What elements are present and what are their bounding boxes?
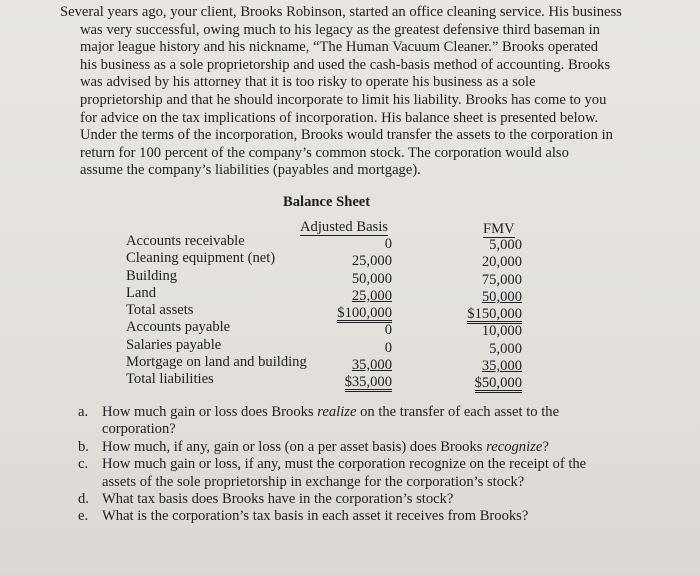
adjusted-value: 50,000 — [351, 270, 392, 287]
question-c — [78, 456, 638, 491]
question-text: How much, if any, gain or loss (on a per asset basis) does Brooks — [102, 438, 487, 455]
intro-line: assume the company’s liabilities (payables and mortgage). — [80, 162, 421, 179]
question-text: ? — [542, 438, 549, 455]
fmv-value: 75,000 — [481, 271, 522, 288]
question-letter: d. — [78, 491, 89, 508]
question-letter: a. — [78, 404, 89, 420]
intro-line: was advised by his attorney that it is too risky to operate his business as a sole — [80, 74, 536, 91]
intro-line: major league history and his nickname, “The Human Vacuum Cleaner.” Brooks operated — [80, 39, 599, 56]
question-d — [78, 491, 638, 508]
row-label: Accounts payable — [126, 319, 231, 336]
adjusted-value: 0 — [384, 339, 392, 356]
fmv-column — [432, 237, 522, 393]
row-label: Salaries payable — [126, 336, 222, 353]
question-list — [78, 404, 638, 526]
question-e — [78, 508, 638, 525]
adjusted-basis-header: Adjusted Basis — [300, 219, 388, 235]
fmv-total-liabilities: $50,000 — [474, 375, 522, 392]
question-text: What is the corporation’s tax basis in each asset it receives from Brooks? — [102, 508, 529, 525]
row-label: Cleaning equipment (net) — [126, 250, 276, 267]
adjusted-value: 0 — [384, 236, 392, 252]
row-label: Accounts receivable — [126, 233, 245, 249]
intro-line: his business as a sole proprietorship and used the cash-basis method of accounting. Brooks — [80, 56, 611, 73]
row-label: Building — [126, 267, 178, 284]
question-b — [78, 439, 638, 456]
adjusted-value: 35,000 — [351, 357, 392, 374]
intro-line: return for 100 percent of the company’s common stock. The corporation would also — [80, 144, 569, 161]
question-letter: e. — [78, 508, 89, 525]
fmv-value: 35,000 — [481, 358, 522, 375]
question-letter: b. — [78, 438, 89, 455]
question-letter: c. — [78, 456, 89, 473]
row-label: Land — [126, 284, 156, 301]
question-emphasis: recognize — [486, 438, 543, 455]
fmv-value: 10,000 — [481, 323, 522, 340]
fmv-value: 5,000 — [489, 237, 522, 253]
intro-line: proprietorship and that he should incorporate to limit his liability. Brooks has come to you — [80, 91, 607, 108]
adjusted-basis-column — [302, 236, 392, 392]
intro-line: for advice on the tax implications of incorporation. His balance sheet is presented below. — [80, 109, 599, 126]
adjusted-value: 25,000 — [351, 253, 392, 270]
fmv-value: 20,000 — [481, 254, 522, 271]
balance-sheet-labels — [126, 233, 307, 389]
question-text: How much gain or loss, if any, must the corporation recognize on the receipt of the — [102, 456, 587, 473]
fmv-value: 50,000 — [481, 288, 522, 305]
row-label: Total assets — [126, 302, 194, 319]
question-emphasis: realize — [317, 404, 357, 420]
row-label: Mortgage on land and building — [126, 354, 307, 371]
question-a — [78, 404, 638, 439]
fmv-header: FMV — [483, 221, 515, 237]
adjusted-total-assets: $100,000 — [337, 305, 392, 322]
intro-line: Several years ago, your client, Brooks Robinson, started an office cleaning service. His business — [60, 4, 622, 20]
question-text: How much gain or loss does Brooks — [102, 404, 318, 420]
intro-line: was very successful, owing much to his legacy as the greatest defensive third baseman in — [80, 21, 600, 38]
question-text: on the transfer of each asset to the — [356, 404, 560, 420]
fmv-total-assets: $150,000 — [467, 306, 522, 323]
problem-intro — [60, 4, 640, 180]
fmv-value: 5,000 — [489, 340, 522, 357]
adjusted-value: 25,000 — [351, 287, 392, 304]
intro-line: Under the terms of the incorporation, Brooks would transfer the assets to the corporation in — [80, 127, 613, 144]
question-continuation: corporation? — [102, 421, 176, 438]
adjusted-value: 0 — [384, 322, 392, 339]
question-continuation: assets of the sole proprietorship in exchange for the corporation’s stock? — [102, 473, 525, 490]
row-label: Total liabilities — [126, 371, 214, 388]
question-text: What tax basis does Brooks have in the corporation’s stock? — [102, 491, 454, 508]
adjusted-total-liabilities: $35,000 — [344, 374, 392, 391]
balance-sheet-title: Balance Sheet — [283, 194, 371, 210]
